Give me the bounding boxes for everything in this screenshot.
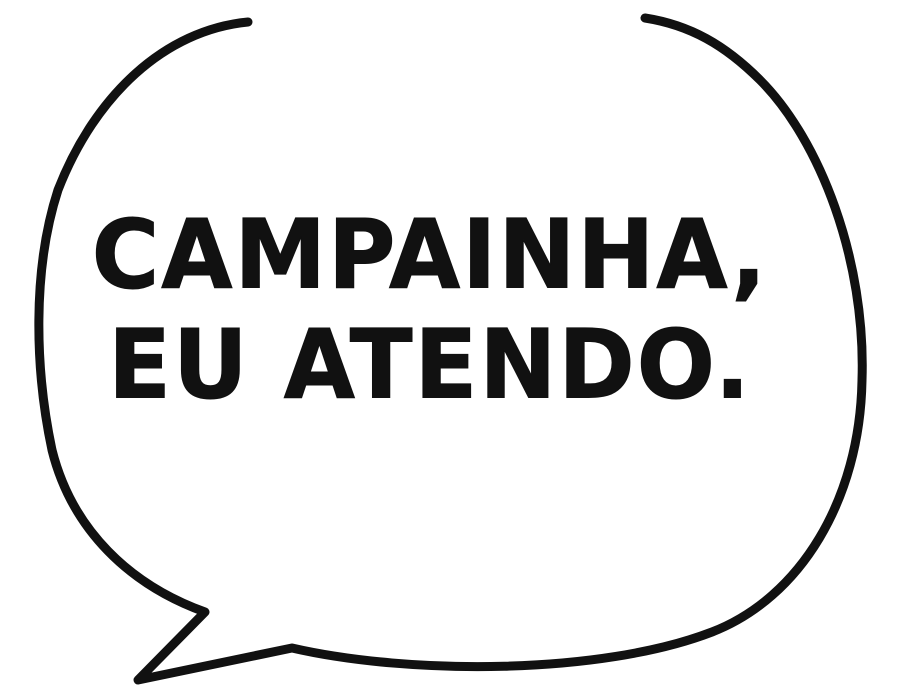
speech-line-2: EU ATENDO. (108, 309, 752, 421)
speech-bubble-text (80, 200, 780, 420)
speech-line-1: CAMPAINHA, (91, 198, 769, 311)
